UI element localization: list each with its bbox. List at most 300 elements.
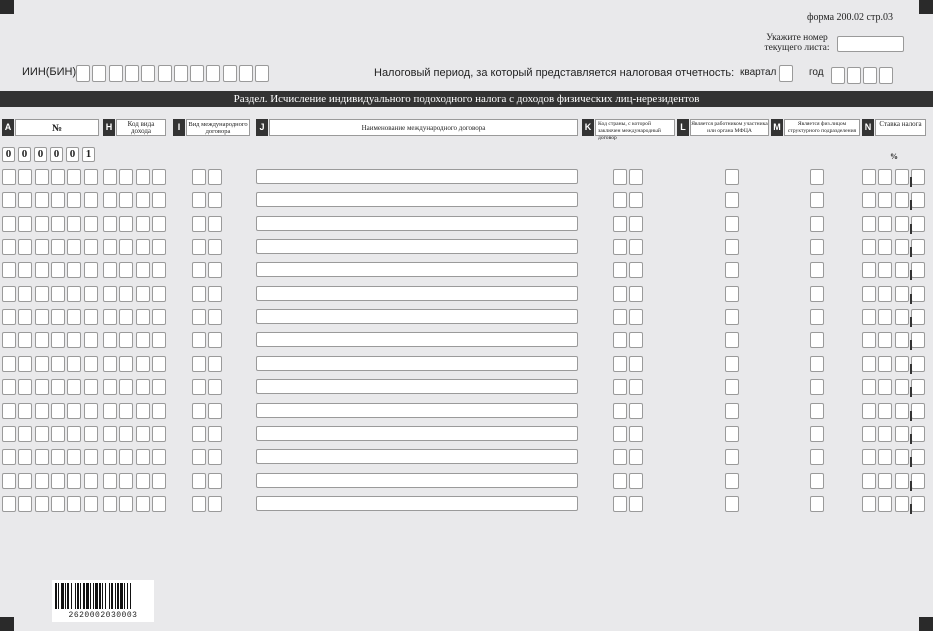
row-number-cell[interactable]	[2, 356, 16, 372]
row-number-cell[interactable]	[18, 286, 32, 302]
row-number-cell[interactable]	[84, 169, 98, 185]
row-number-cell[interactable]	[35, 169, 49, 185]
treaty-type-cell[interactable]	[192, 169, 206, 185]
row-number-cell[interactable]	[2, 403, 16, 419]
tax-rate-cell[interactable]	[911, 262, 925, 278]
tax-rate-cell[interactable]	[895, 332, 909, 348]
tax-rate-cell[interactable]	[895, 309, 909, 325]
row-number-cell[interactable]	[67, 449, 81, 465]
structural-unit-cell[interactable]	[810, 309, 824, 325]
tax-rate-cell[interactable]	[911, 426, 925, 442]
row-number-cell[interactable]	[35, 309, 49, 325]
tax-rate-cell[interactable]	[911, 449, 925, 465]
income-code-cell[interactable]	[136, 426, 150, 442]
income-code-cell[interactable]	[119, 309, 133, 325]
income-code-cell[interactable]	[119, 473, 133, 489]
country-code-cell[interactable]	[629, 379, 643, 395]
income-code-cell[interactable]	[136, 356, 150, 372]
income-code-cell[interactable]	[103, 379, 117, 395]
tax-rate-cell[interactable]	[895, 426, 909, 442]
tax-rate-cell[interactable]	[862, 239, 876, 255]
treaty-name-field[interactable]	[256, 169, 578, 184]
tax-rate-cell[interactable]	[878, 216, 892, 232]
treaty-type-cell[interactable]	[192, 449, 206, 465]
structural-unit-cell[interactable]	[810, 286, 824, 302]
country-code-cell[interactable]	[629, 192, 643, 208]
income-code-cell[interactable]	[152, 239, 166, 255]
row-number-cell[interactable]	[84, 473, 98, 489]
tax-rate-cell[interactable]	[878, 309, 892, 325]
row-number-cell[interactable]	[18, 169, 32, 185]
aifc-employee-cell[interactable]	[725, 239, 739, 255]
row-number-cell[interactable]	[84, 449, 98, 465]
iin-digit-cell[interactable]	[158, 65, 172, 82]
row-number-cell[interactable]	[67, 403, 81, 419]
row-number-cell[interactable]	[51, 426, 65, 442]
country-code-cell[interactable]	[629, 216, 643, 232]
row-number-cell[interactable]	[67, 169, 81, 185]
aifc-employee-cell[interactable]	[725, 356, 739, 372]
row-number-cell[interactable]	[84, 403, 98, 419]
structural-unit-cell[interactable]	[810, 403, 824, 419]
row-number-cell[interactable]	[2, 449, 16, 465]
tax-rate-cell[interactable]	[911, 286, 925, 302]
tax-rate-cell[interactable]	[862, 356, 876, 372]
row-number-cell[interactable]	[51, 496, 65, 512]
income-code-cell[interactable]	[119, 262, 133, 278]
treaty-name-field[interactable]	[256, 379, 578, 394]
income-code-cell[interactable]	[119, 192, 133, 208]
income-code-cell[interactable]	[119, 426, 133, 442]
row-number-cell[interactable]	[51, 473, 65, 489]
row-number-cell[interactable]	[18, 403, 32, 419]
country-code-cell[interactable]	[629, 169, 643, 185]
iin-digit-cell[interactable]	[141, 65, 155, 82]
tax-rate-cell[interactable]	[862, 332, 876, 348]
income-code-cell[interactable]	[103, 309, 117, 325]
income-code-cell[interactable]	[119, 379, 133, 395]
structural-unit-cell[interactable]	[810, 169, 824, 185]
row-number-cell[interactable]	[84, 332, 98, 348]
treaty-type-cell[interactable]	[192, 239, 206, 255]
tax-rate-cell[interactable]	[895, 239, 909, 255]
tax-rate-cell[interactable]	[862, 449, 876, 465]
iin-digit-cell[interactable]	[76, 65, 90, 82]
row-number-cell[interactable]	[2, 426, 16, 442]
row-number-cell[interactable]	[51, 216, 65, 232]
treaty-type-cell[interactable]	[208, 262, 222, 278]
country-code-cell[interactable]	[613, 496, 627, 512]
row-number-cell[interactable]	[51, 169, 65, 185]
row-number-cell[interactable]	[35, 262, 49, 278]
row-number-cell[interactable]	[51, 309, 65, 325]
treaty-name-field[interactable]	[256, 403, 578, 418]
tax-rate-cell[interactable]	[878, 286, 892, 302]
tax-rate-cell[interactable]	[895, 286, 909, 302]
row-number-cell[interactable]	[35, 403, 49, 419]
aifc-employee-cell[interactable]	[725, 449, 739, 465]
country-code-cell[interactable]	[613, 356, 627, 372]
income-code-cell[interactable]	[119, 332, 133, 348]
income-code-cell[interactable]	[103, 169, 117, 185]
year-digit-cell[interactable]	[831, 67, 845, 84]
treaty-type-cell[interactable]	[208, 239, 222, 255]
treaty-type-cell[interactable]	[192, 216, 206, 232]
tax-rate-cell[interactable]	[895, 379, 909, 395]
tax-rate-cell[interactable]	[878, 403, 892, 419]
country-code-cell[interactable]	[629, 496, 643, 512]
row-number-cell[interactable]	[67, 473, 81, 489]
iin-digit-cell[interactable]	[125, 65, 139, 82]
row-number-cell[interactable]	[67, 309, 81, 325]
income-code-cell[interactable]	[103, 496, 117, 512]
treaty-name-field[interactable]	[256, 356, 578, 371]
tax-rate-cell[interactable]	[878, 379, 892, 395]
row-number-cell[interactable]	[84, 216, 98, 232]
income-code-cell[interactable]	[119, 403, 133, 419]
treaty-name-field[interactable]	[256, 332, 578, 347]
row-number-cell[interactable]	[67, 332, 81, 348]
row-number-cell[interactable]	[84, 379, 98, 395]
income-code-cell[interactable]	[103, 403, 117, 419]
iin-digit-cell[interactable]	[92, 65, 106, 82]
row-number-cell[interactable]	[67, 379, 81, 395]
income-code-cell[interactable]	[136, 192, 150, 208]
tax-rate-cell[interactable]	[862, 309, 876, 325]
country-code-cell[interactable]	[613, 239, 627, 255]
iin-digit-cell[interactable]	[190, 65, 204, 82]
row-number-cell[interactable]	[67, 496, 81, 512]
row-number-cell[interactable]	[35, 356, 49, 372]
row-number-cell[interactable]	[51, 192, 65, 208]
structural-unit-cell[interactable]	[810, 449, 824, 465]
row-number-cell[interactable]	[2, 216, 16, 232]
treaty-type-cell[interactable]	[192, 473, 206, 489]
iin-digit-cell[interactable]	[206, 65, 220, 82]
tax-rate-cell[interactable]	[862, 216, 876, 232]
row-number-cell[interactable]	[18, 216, 32, 232]
structural-unit-cell[interactable]	[810, 496, 824, 512]
country-code-cell[interactable]	[613, 309, 627, 325]
treaty-type-cell[interactable]	[208, 426, 222, 442]
income-code-cell[interactable]	[136, 309, 150, 325]
row-number-cell[interactable]	[51, 356, 65, 372]
row-number-cell[interactable]	[51, 286, 65, 302]
row-number-cell[interactable]	[51, 449, 65, 465]
country-code-cell[interactable]	[629, 309, 643, 325]
row-number-cell[interactable]	[2, 169, 16, 185]
row-number-cell[interactable]	[2, 379, 16, 395]
row-number-cell[interactable]	[35, 286, 49, 302]
row-number-cell[interactable]	[35, 192, 49, 208]
tax-rate-cell[interactable]	[911, 239, 925, 255]
country-code-cell[interactable]	[613, 262, 627, 278]
tax-rate-cell[interactable]	[862, 169, 876, 185]
income-code-cell[interactable]	[136, 403, 150, 419]
row-number-cell[interactable]	[51, 403, 65, 419]
income-code-cell[interactable]	[103, 262, 117, 278]
row-number-cell[interactable]	[18, 262, 32, 278]
income-code-cell[interactable]	[152, 473, 166, 489]
income-code-cell[interactable]	[119, 216, 133, 232]
row-number-cell[interactable]	[35, 426, 49, 442]
row-number-cell[interactable]	[35, 473, 49, 489]
treaty-type-cell[interactable]	[208, 216, 222, 232]
tax-rate-cell[interactable]	[911, 169, 925, 185]
country-code-cell[interactable]	[629, 286, 643, 302]
row-number-cell[interactable]	[84, 309, 98, 325]
country-code-cell[interactable]	[629, 239, 643, 255]
country-code-cell[interactable]	[629, 332, 643, 348]
country-code-cell[interactable]	[613, 473, 627, 489]
tax-rate-cell[interactable]	[862, 426, 876, 442]
country-code-cell[interactable]	[613, 426, 627, 442]
quarter-input[interactable]	[779, 65, 793, 82]
income-code-cell[interactable]	[152, 449, 166, 465]
tax-rate-cell[interactable]	[895, 262, 909, 278]
treaty-name-field[interactable]	[256, 286, 578, 301]
country-code-cell[interactable]	[629, 449, 643, 465]
row-number-cell[interactable]	[35, 332, 49, 348]
treaty-name-field[interactable]	[256, 216, 578, 231]
treaty-type-cell[interactable]	[192, 426, 206, 442]
row-number-cell[interactable]	[2, 309, 16, 325]
structural-unit-cell[interactable]	[810, 332, 824, 348]
tax-rate-cell[interactable]	[862, 403, 876, 419]
treaty-name-field[interactable]	[256, 262, 578, 277]
treaty-type-cell[interactable]	[208, 379, 222, 395]
tax-rate-cell[interactable]	[878, 239, 892, 255]
row-number-cell[interactable]	[51, 262, 65, 278]
row-number-cell[interactable]	[84, 192, 98, 208]
tax-rate-cell[interactable]	[895, 169, 909, 185]
tax-rate-cell[interactable]	[895, 449, 909, 465]
row-number-cell[interactable]	[35, 379, 49, 395]
treaty-type-cell[interactable]	[208, 286, 222, 302]
row-number-cell[interactable]	[18, 239, 32, 255]
tax-rate-cell[interactable]	[911, 473, 925, 489]
row-number-cell[interactable]	[84, 496, 98, 512]
income-code-cell[interactable]	[136, 496, 150, 512]
tax-rate-cell[interactable]	[911, 356, 925, 372]
aifc-employee-cell[interactable]	[725, 379, 739, 395]
row-number-cell[interactable]	[67, 216, 81, 232]
country-code-cell[interactable]	[613, 192, 627, 208]
row-number-cell[interactable]	[2, 239, 16, 255]
treaty-type-cell[interactable]	[208, 169, 222, 185]
income-code-cell[interactable]	[152, 332, 166, 348]
treaty-type-cell[interactable]	[192, 403, 206, 419]
income-code-cell[interactable]	[136, 286, 150, 302]
structural-unit-cell[interactable]	[810, 262, 824, 278]
tax-rate-cell[interactable]	[878, 496, 892, 512]
tax-rate-cell[interactable]	[862, 286, 876, 302]
row-number-cell[interactable]	[84, 426, 98, 442]
tax-rate-cell[interactable]	[878, 426, 892, 442]
tax-rate-cell[interactable]	[862, 473, 876, 489]
income-code-cell[interactable]	[136, 262, 150, 278]
row-number-cell[interactable]	[2, 192, 16, 208]
row-number-cell[interactable]	[84, 356, 98, 372]
country-code-cell[interactable]	[629, 403, 643, 419]
row-number-cell[interactable]	[84, 286, 98, 302]
treaty-type-cell[interactable]	[208, 356, 222, 372]
aifc-employee-cell[interactable]	[725, 216, 739, 232]
income-code-cell[interactable]	[136, 216, 150, 232]
treaty-name-field[interactable]	[256, 496, 578, 511]
income-code-cell[interactable]	[152, 379, 166, 395]
tax-rate-cell[interactable]	[911, 332, 925, 348]
row-number-cell[interactable]	[67, 192, 81, 208]
row-number-cell[interactable]	[18, 309, 32, 325]
aifc-employee-cell[interactable]	[725, 286, 739, 302]
aifc-employee-cell[interactable]	[725, 473, 739, 489]
aifc-employee-cell[interactable]	[725, 192, 739, 208]
income-code-cell[interactable]	[103, 286, 117, 302]
structural-unit-cell[interactable]	[810, 426, 824, 442]
income-code-cell[interactable]	[103, 332, 117, 348]
treaty-type-cell[interactable]	[208, 332, 222, 348]
aifc-employee-cell[interactable]	[725, 169, 739, 185]
row-number-cell[interactable]	[51, 332, 65, 348]
aifc-employee-cell[interactable]	[725, 309, 739, 325]
row-number-cell[interactable]	[18, 496, 32, 512]
row-number-cell[interactable]	[18, 192, 32, 208]
treaty-type-cell[interactable]	[192, 309, 206, 325]
row-number-cell[interactable]	[51, 379, 65, 395]
structural-unit-cell[interactable]	[810, 239, 824, 255]
row-number-cell[interactable]	[35, 239, 49, 255]
tax-rate-cell[interactable]	[911, 403, 925, 419]
treaty-type-cell[interactable]	[208, 403, 222, 419]
income-code-cell[interactable]	[103, 356, 117, 372]
iin-digit-cell[interactable]	[109, 65, 123, 82]
treaty-type-cell[interactable]	[192, 379, 206, 395]
country-code-cell[interactable]	[613, 403, 627, 419]
country-code-cell[interactable]	[613, 216, 627, 232]
iin-digit-cell[interactable]	[174, 65, 188, 82]
country-code-cell[interactable]	[629, 356, 643, 372]
row-number-cell[interactable]	[18, 473, 32, 489]
treaty-type-cell[interactable]	[192, 286, 206, 302]
income-code-cell[interactable]	[152, 192, 166, 208]
iin-digit-cell[interactable]	[255, 65, 269, 82]
income-code-cell[interactable]	[103, 239, 117, 255]
row-number-cell[interactable]	[18, 332, 32, 348]
row-number-cell[interactable]	[35, 496, 49, 512]
income-code-cell[interactable]	[119, 356, 133, 372]
treaty-type-cell[interactable]	[192, 262, 206, 278]
tax-rate-cell[interactable]	[878, 332, 892, 348]
country-code-cell[interactable]	[613, 379, 627, 395]
tax-rate-cell[interactable]	[878, 356, 892, 372]
treaty-name-field[interactable]	[256, 473, 578, 488]
tax-rate-cell[interactable]	[878, 449, 892, 465]
tax-rate-cell[interactable]	[895, 356, 909, 372]
treaty-type-cell[interactable]	[192, 496, 206, 512]
income-code-cell[interactable]	[136, 239, 150, 255]
aifc-employee-cell[interactable]	[725, 403, 739, 419]
tax-rate-cell[interactable]	[911, 192, 925, 208]
aifc-employee-cell[interactable]	[725, 426, 739, 442]
income-code-cell[interactable]	[103, 473, 117, 489]
income-code-cell[interactable]	[152, 169, 166, 185]
tax-rate-cell[interactable]	[862, 496, 876, 512]
income-code-cell[interactable]	[136, 473, 150, 489]
country-code-cell[interactable]	[613, 332, 627, 348]
treaty-type-cell[interactable]	[192, 192, 206, 208]
income-code-cell[interactable]	[103, 449, 117, 465]
tax-rate-cell[interactable]	[862, 262, 876, 278]
income-code-cell[interactable]	[152, 356, 166, 372]
tax-rate-cell[interactable]	[878, 192, 892, 208]
income-code-cell[interactable]	[103, 426, 117, 442]
structural-unit-cell[interactable]	[810, 356, 824, 372]
country-code-cell[interactable]	[613, 169, 627, 185]
income-code-cell[interactable]	[136, 379, 150, 395]
tax-rate-cell[interactable]	[895, 216, 909, 232]
treaty-type-cell[interactable]	[192, 332, 206, 348]
row-number-cell[interactable]	[67, 356, 81, 372]
sheet-number-input[interactable]	[837, 36, 904, 52]
aifc-employee-cell[interactable]	[725, 496, 739, 512]
income-code-cell[interactable]	[152, 309, 166, 325]
income-code-cell[interactable]	[136, 169, 150, 185]
treaty-name-field[interactable]	[256, 192, 578, 207]
tax-rate-cell[interactable]	[862, 192, 876, 208]
tax-rate-cell[interactable]	[862, 379, 876, 395]
country-code-cell[interactable]	[629, 426, 643, 442]
income-code-cell[interactable]	[119, 496, 133, 512]
tax-rate-cell[interactable]	[911, 309, 925, 325]
income-code-cell[interactable]	[119, 449, 133, 465]
treaty-type-cell[interactable]	[208, 309, 222, 325]
structural-unit-cell[interactable]	[810, 216, 824, 232]
structural-unit-cell[interactable]	[810, 379, 824, 395]
row-number-cell[interactable]	[18, 356, 32, 372]
income-code-cell[interactable]	[152, 496, 166, 512]
income-code-cell[interactable]	[103, 216, 117, 232]
treaty-type-cell[interactable]	[208, 192, 222, 208]
tax-rate-cell[interactable]	[895, 496, 909, 512]
treaty-name-field[interactable]	[256, 309, 578, 324]
row-number-cell[interactable]	[84, 239, 98, 255]
tax-rate-cell[interactable]	[911, 379, 925, 395]
row-number-cell[interactable]	[18, 426, 32, 442]
row-number-cell[interactable]	[67, 262, 81, 278]
income-code-cell[interactable]	[119, 286, 133, 302]
tax-rate-cell[interactable]	[895, 403, 909, 419]
treaty-name-field[interactable]	[256, 239, 578, 254]
row-number-cell[interactable]	[67, 426, 81, 442]
income-code-cell[interactable]	[103, 192, 117, 208]
income-code-cell[interactable]	[152, 262, 166, 278]
iin-digit-cell[interactable]	[239, 65, 253, 82]
country-code-cell[interactable]	[629, 262, 643, 278]
row-number-cell[interactable]	[2, 473, 16, 489]
income-code-cell[interactable]	[152, 403, 166, 419]
structural-unit-cell[interactable]	[810, 192, 824, 208]
iin-digit-cell[interactable]	[223, 65, 237, 82]
tax-rate-cell[interactable]	[878, 169, 892, 185]
treaty-type-cell[interactable]	[208, 449, 222, 465]
row-number-cell[interactable]	[84, 262, 98, 278]
treaty-name-field[interactable]	[256, 449, 578, 464]
tax-rate-cell[interactable]	[911, 496, 925, 512]
row-number-cell[interactable]	[18, 449, 32, 465]
row-number-cell[interactable]	[67, 286, 81, 302]
income-code-cell[interactable]	[119, 169, 133, 185]
